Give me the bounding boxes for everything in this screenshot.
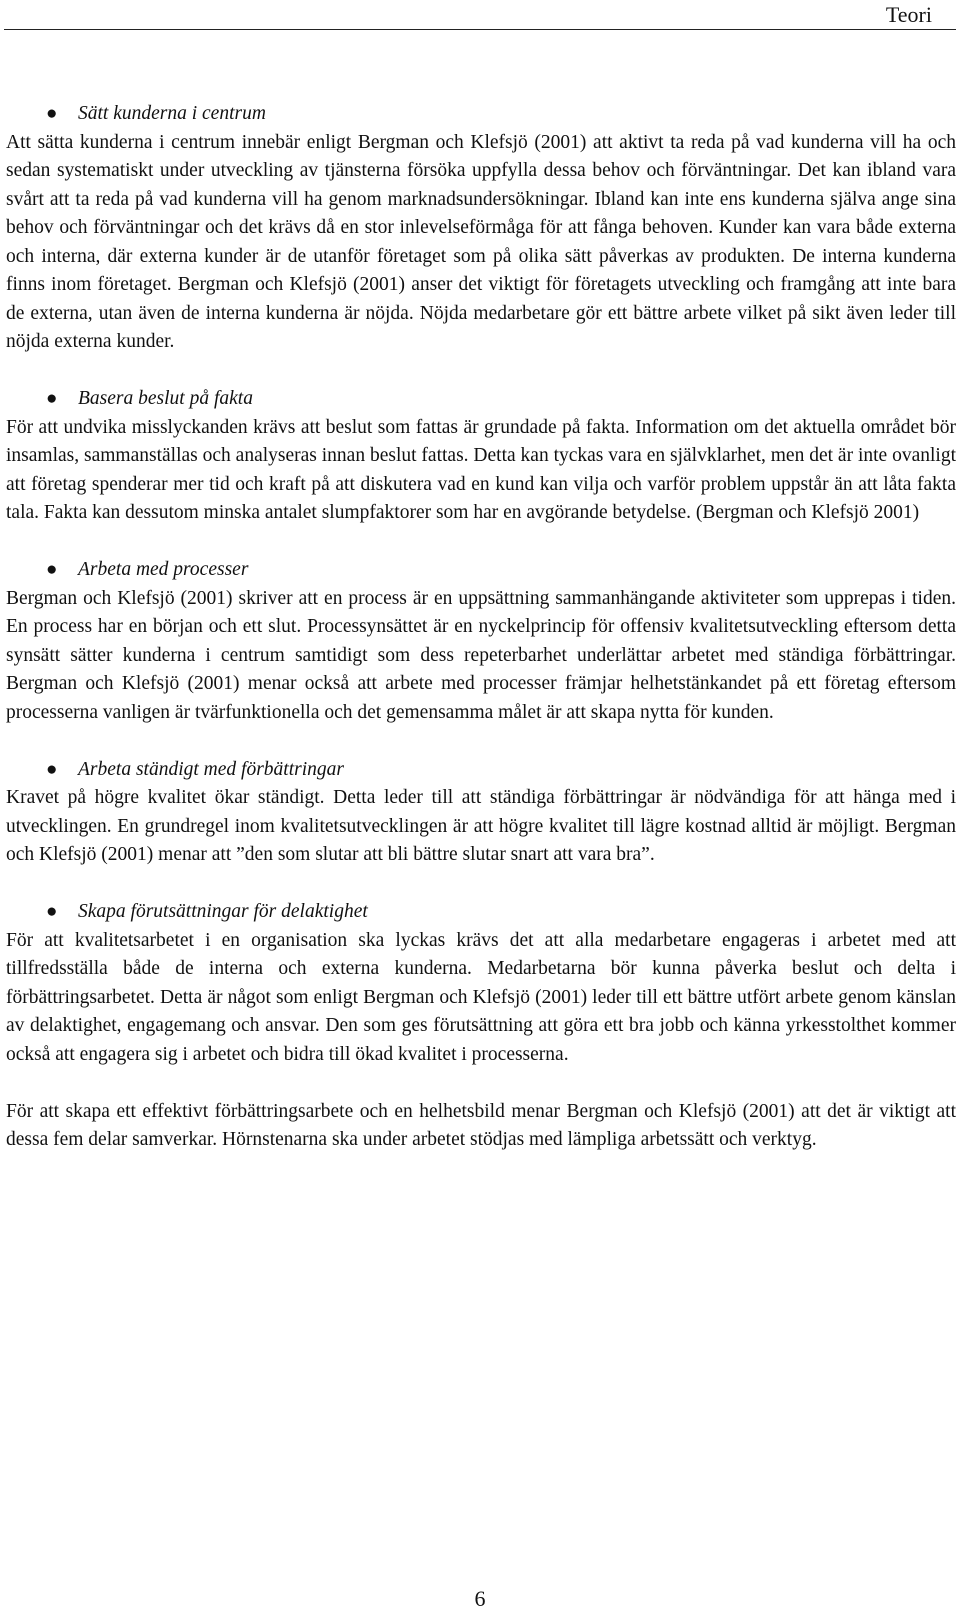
bullet-heading: [6, 100, 956, 129]
section-title: Arbeta ständigt med förbättringar: [78, 758, 344, 780]
section-paragraph: Bergman och Klefsjö (2001) skriver att en process är en uppsättning sammanhängande aktiviteter som upprepas i tiden. En process har en början och ett slut. Processynsättet är en nyckelprincip för offensiv kvalitetsutveckling eftersom detta synsätt sätter kunderna i centrum samtidigt som dess repeterbarhet underlättar arbetet med ständiga förbättringar. Bergman och Klefsjö (2001) menar också att arbete med processer främjar helhetstänkandet på ett företag eftersom processerna vanligen är tvärfunktionella och det gemensamma målet är att skapa nytta för kunden.: [6, 587, 956, 723]
page-number: 6: [474, 1586, 486, 1611]
section-kunderna-i-centrum: [6, 100, 956, 357]
section-delaktighet: [6, 898, 956, 1069]
section-paragraph: För att undvika misslyckanden krävs att beslut som fattas är grundade på fakta. Information om det aktuella området bör insamlas, sammanställas och analyseras innan beslut fattas. Detta kan tyckas vara en självklarhet, men det är inte ovanligt att företag spenderar mer tid och kraft på att diskutera vad en kund kan vilja och varför problem uppstår än att låta fakta tala. Fakta kan dessutom minska antalet slumpfaktorer som har en avgörande betydelse. (Bergman och Klefsjö 2001): [6, 416, 956, 523]
section-title: Sätt kunderna i centrum: [78, 103, 266, 124]
section-title: Basera beslut på fakta: [78, 388, 253, 409]
page-header: [0, 0, 960, 30]
bullet-heading: [6, 385, 956, 414]
header-title: Teori: [885, 2, 932, 27]
bullet-heading: [6, 756, 956, 785]
bullet-icon: ●: [46, 758, 58, 780]
section-paragraph: Att sätta kunderna i centrum innebär enligt Bergman och Klefsjö (2001) att aktivt ta reda på vad kunderna vill ha och sedan systematiskt under utveckling av tjänsterna försöka uppfylla dessa behov och förväntningar. Det kan ibland vara svårt att ta reda på vad kunderna vill ha genom marknadsundersökningar. Ibland kan inte ens kunderna själva ange sina behov och förväntningar och det krävs då en stor inlevelseförmåga för att fånga behoven. Kunder kan vara både externa och interna, där externa kunder är de utanför företaget som på olika sätt påverkas av produkten. De interna kunderna finns inom företaget. Bergman och Klefsjö (2001) anser det viktigt för företagets utveckling och framgång att inte bara de externa, utan även de interna kunderna är nöjda. Nöjda medarbetare gör ett bättre arbete vilket på sikt även leder till nöjda externa kunder.: [6, 131, 956, 352]
bullet-icon: ●: [46, 388, 58, 409]
section-standiga-forbattringar: [6, 756, 956, 870]
section-title: Arbeta med processer: [78, 559, 249, 580]
section-paragraph: Kravet på högre kvalitet ökar ständigt. Detta leder till att ständiga förbättringar är nödvändiga för att hänga med i utvecklingen. En grundregel inom kvalitetsutvecklingen är att högre kvalitet till lägre kostnad alltid är möjligt. Bergman och Klefsjö (2001) menar att ”den som slutar att bli bättre slutar snart att vara bra”.: [6, 787, 956, 865]
section-beslut-pa-fakta: [6, 385, 956, 528]
closing-paragraph: För att skapa ett effektivt förbättringsarbete och en helhetsbild menar Bergman och Klefsjö (2001) att det är viktigt att dessa fem delar samverkar. Hörnstenarna ska under arbetet stödjas med lämpliga arbetssätt och verktyg.: [6, 1100, 956, 1150]
bullet-icon: ●: [46, 559, 58, 580]
bullet-heading: [6, 898, 956, 927]
bullet-icon: ●: [46, 103, 58, 124]
bullet-icon: ●: [46, 901, 58, 922]
section-paragraph: För att kvalitetsarbetet i en organisation ska lyckas krävs det att alla medarbetare engageras i arbetet med att tillfredsställa både de interna och externa kunderna. Medarbetarna bör kunna påverka beslut och delta i förbättringsarbetet. Detta är något som enligt Bergman och Klefsjö (2001) leder till ett bättre utfört arbete genom känslan av delaktighet, engagemang och ansvar. Den som ges förutsättning att göra ett bra jobb och känna yrkesstolthet kommer också att engagera sig i arbetet och bidra till ökad kvalitet i processerna.: [6, 929, 956, 1065]
header-divider: [4, 29, 956, 30]
document-body: [6, 100, 956, 1155]
bullet-heading: [6, 556, 956, 585]
section-title: Skapa förutsättningar för delaktighet: [78, 901, 368, 922]
section-arbeta-med-processer: [6, 556, 956, 727]
